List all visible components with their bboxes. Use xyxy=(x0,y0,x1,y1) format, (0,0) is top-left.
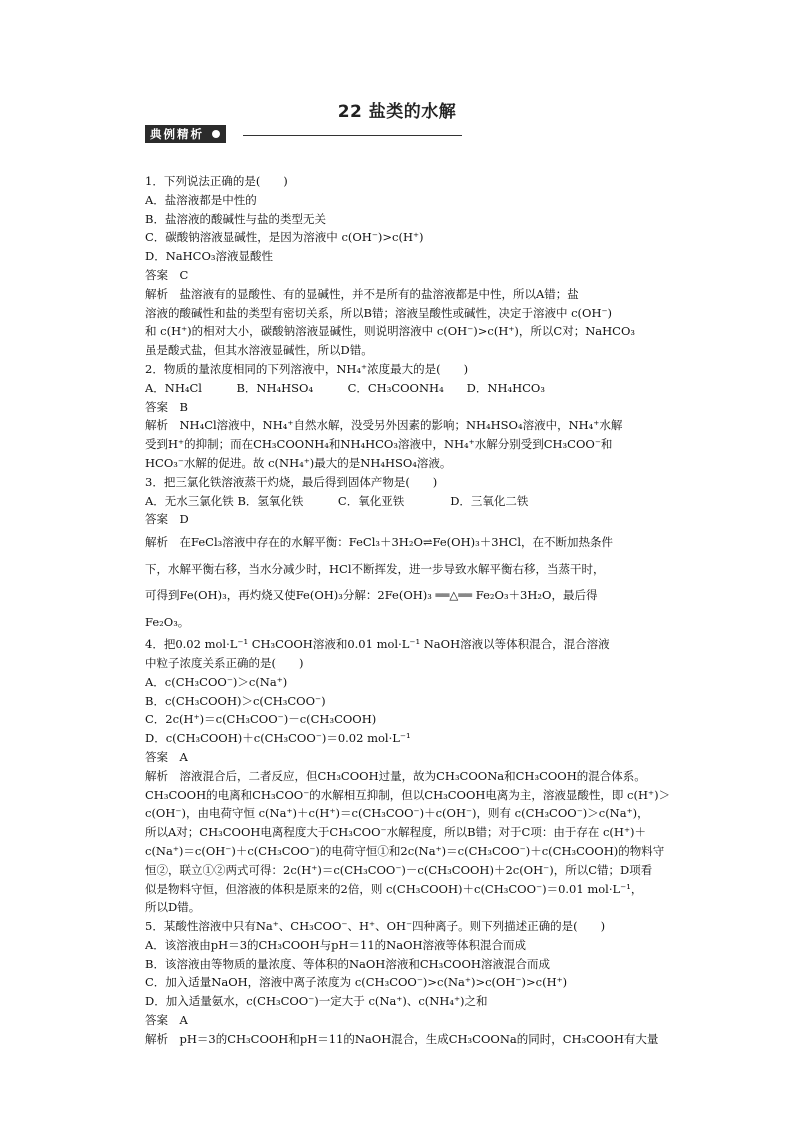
text-line: 答案 A xyxy=(145,749,188,764)
section-tag-label: 典例精析 xyxy=(150,127,204,141)
text-line: c(Na⁺)＝c(OH⁻)＋c(CH₃COO⁻)的电荷守恒①和2c(Na⁺)＝c(CH₃COO⁻)＋c(CH₃COOH)的物料守 xyxy=(145,843,665,858)
text-line: A．c(CH₃COO⁻)＞c(Na⁺) xyxy=(145,674,288,689)
text-line: 受到H⁺的抑制；而在CH₃COONH₄和NH₄HCO₃溶液中，NH₄⁺水解分别受到CH₃COO⁻和 xyxy=(145,437,613,452)
text-line: 解析 在FeCl₃溶液中存在的水解平衡：FeCl₃＋3H₂O⇌Fe(OH)₃＋3HCl，在不断加热条件 xyxy=(145,535,614,550)
text-line: C．碳酸钠溶液显碱性，是因为溶液中 c(OH⁻)>c(H⁺) xyxy=(145,230,424,245)
text-line: 2．物质的量浓度相同的下列溶液中，NH₄⁺浓度最大的是( ) xyxy=(145,361,469,376)
text-line: 似是物料守恒，但溶液的体积是原来的2倍，则 c(CH₃COOH)＋c(CH₃COO⁻)＝0.01 mol·L⁻¹， xyxy=(145,881,643,896)
text-line: 下，水解平衡右移，当水分减少时，HCl不断挥发，进一步导致水解平衡右移，当蒸干时， xyxy=(145,561,605,576)
text-line: 4．把0.02 mol·L⁻¹ CH₃COOH溶液和0.01 mol·L⁻¹ NaOH溶液以等体积混合，混合溶液 xyxy=(145,637,610,652)
text-line: 1．下列说法正确的是( ) xyxy=(145,174,288,188)
text-line: 解析 溶液混合后，二者反应，但CH₃COOH过量，故为CH₃COONa和CH₃COOH的混合体系。 xyxy=(145,768,646,783)
text-line: 所以A对；CH₃COOH电离程度大于CH₃COO⁻水解程度，所以B错；对于C项：由于存在 c(H⁺)＋ xyxy=(145,825,647,840)
text-line: HCO₃⁻水解的促进。故 c(NH₄⁺)最大的是NH₄HSO₄溶液。 xyxy=(145,455,452,470)
text-line: B．c(CH₃COOH)＞c(CH₃COO⁻) xyxy=(145,693,326,708)
text-line: D．c(CH₃COOH)＋c(CH₃COO⁻)＝0.02 mol·L⁻¹ xyxy=(145,731,411,746)
text-line: 虽是酸式盐，但其水溶液显碱性，所以D错。 xyxy=(145,343,373,358)
text-line: C．2c(H⁺)＝c(CH₃COO⁻)－c(CH₃COOH) xyxy=(145,712,377,727)
text-line: 可得到Fe(OH)₃，再灼烧又使Fe(OH)₃分解：2Fe(OH)₃ ══△══ Fe₂O₃＋3H₂O，最后得 xyxy=(145,588,598,603)
text-line: 中粒子浓度关系正确的是( ) xyxy=(145,655,304,670)
text-line: Fe₂O₃。 xyxy=(145,614,190,629)
bullet-dot-icon xyxy=(212,130,220,138)
text-line: B．盐溶液的酸碱性与盐的类型无关 xyxy=(145,211,326,226)
text-line: 答案 A xyxy=(145,1013,188,1028)
section-divider xyxy=(243,135,462,136)
section-tag xyxy=(145,125,226,143)
text-line: A．NH₄Cl B．NH₄HSO₄ C．CH₃COONH₄ D．NH₄HCO₃ xyxy=(145,380,545,395)
page-title: 22 盐类的水解 xyxy=(337,102,457,122)
text-line: A．该溶液由pH＝3的CH₃COOH与pH＝11的NaOH溶液等体积混合而成 xyxy=(145,937,527,952)
text-line: B．该溶液由等物质的量浓度、等体积的NaOH溶液和CH₃COOH溶液混合而成 xyxy=(145,956,550,971)
text-line: 解析 盐溶液有的显酸性、有的显碱性，并不是所有的盐溶液都是中性，所以A错；盐 xyxy=(145,286,579,301)
text-line: 所以D错。 xyxy=(145,900,201,915)
text-line: A．无水三氯化铁 B．氢氧化铁 C．氧化亚铁 D．三氧化二铁 xyxy=(145,493,529,508)
text-line: CH₃COOH的电离和CH₃COO⁻的水解相互抑制，但以CH₃COOH电离为主，溶液显酸性，即 c(H⁺)＞ xyxy=(145,787,671,802)
text-line: A．盐溶液都是中性的 xyxy=(145,192,257,207)
text-line: C．加入适量NaOH，溶液中离子浓度为 c(CH₃COO⁻)>c(Na⁺)>c(OH⁻)>c(H⁺) xyxy=(145,975,568,990)
text-line: 答案 C xyxy=(145,267,189,282)
text-line: 解析 pH＝3的CH₃COOH和pH＝11的NaOH混合，生成CH₃COONa的同时，CH₃COOH有大量 xyxy=(145,1031,659,1046)
text-line: 和 c(H⁺)的相对大小，碳酸钠溶液显碱性，则说明溶液中 c(OH⁻)>c(H⁺)，所以C对；NaHCO₃ xyxy=(145,324,635,339)
text-line: 恒②，联立①②两式可得：2c(H⁺)＝c(CH₃COO⁻)－c(CH₃COOH)＋2c(OH⁻)，所以C错；D项看 xyxy=(145,862,653,877)
document-body xyxy=(145,172,680,1049)
text-line: D．加入适量氨水，c(CH₃COO⁻)一定大于 c(Na⁺)、c(NH₄⁺)之和 xyxy=(145,994,488,1009)
text-line: 3．把三氯化铁溶液蒸干灼烧，最后得到固体产物是( ) xyxy=(145,474,438,489)
text-line: D．NaHCO₃溶液显酸性 xyxy=(145,249,274,264)
text-line: c(OH⁻)，由电荷守恒 c(Na⁺)＋c(H⁺)＝c(CH₃COO⁻)＋c(OH⁻)，则有 c(CH₃COO⁻)＞c(Na⁺)， xyxy=(145,806,649,821)
text-line: 答案 D xyxy=(145,512,189,527)
text-line: 溶液的酸碱性和盐的类型有密切关系，所以B错；溶液呈酸性或碱性，决定于溶液中 c(OH⁻) xyxy=(145,305,613,320)
text-line: 5．某酸性溶液中只有Na⁺、CH₃COO⁻、H⁺、OH⁻四种离子。则下列描述正确的是( ) xyxy=(145,919,606,934)
text-line: 解析 NH₄Cl溶液中，NH₄⁺自然水解，没受另外因素的影响；NH₄HSO₄溶液中，NH₄⁺水解 xyxy=(145,418,623,433)
text-line: 答案 B xyxy=(145,399,188,414)
